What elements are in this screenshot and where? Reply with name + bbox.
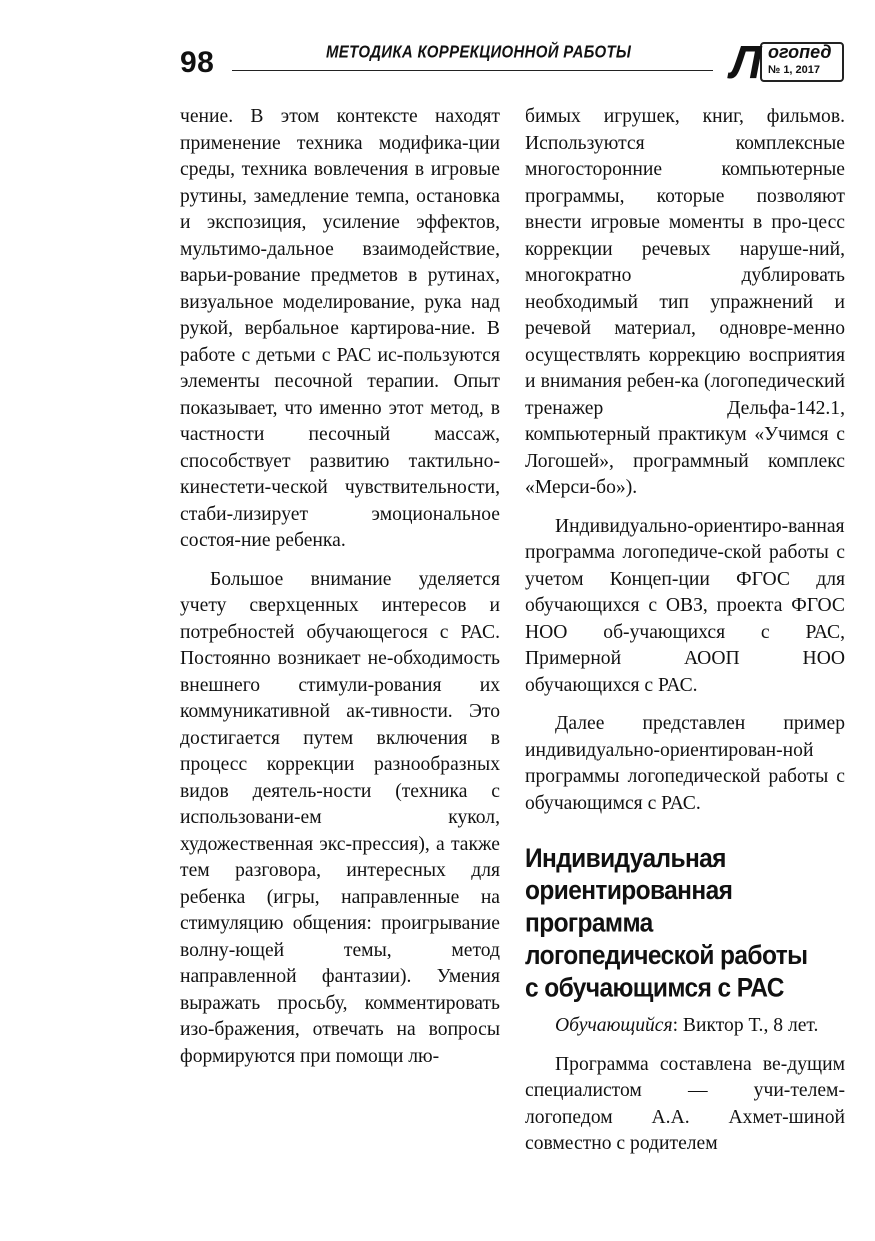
student-label: Обучающийся (555, 1015, 673, 1036)
student-value: : Виктор Т., 8 лет. (672, 1015, 819, 1036)
page-header (0, 0, 875, 100)
left-paragraph-1: чение. В этом контексте находят применение техника модифика-ции среды, техника вовлечения в игровые рутины, замедление темпа, остановка и экспозиция, усиление эффектов, мультимо-дальное взаимодействие, варьи-рование предметов в рутинах, визуальное моделирование, рука над рукой, вербальное картирова-ние. В работе с детьми с РАС ис-пользуются элементы песочной терапии. Опыт показывает, что именно этот метод, в частности песочный массаж, способствует развитию тактильно-кинестети-ческой чувствительности, стаби-лизирует эмоциональное состоя-ние ребенка. (180, 106, 500, 551)
right-paragraph-2: Индивидуально-ориентиро-ванная программа логопедиче-ской работы с учетом Концеп-ции ФГОС для обучающихся с ОВЗ, проекта ФГОС НОО об-учающихся с РАС, Примерной АООП НОО обучающихся с РАС. (525, 515, 845, 696)
heading-line-1: Индивидуальная (525, 844, 726, 874)
student-info (525, 1013, 845, 1040)
right-paragraph-3: Далее представлен пример индивидуально-ориентирован-ной программы логопедической работы с обучающимся с РАС. (525, 713, 845, 814)
heading-line-2: ориентированная программа (525, 876, 733, 939)
section-title: МЕТОДИКА КОРРЕКЦИОННОЙ РАБОТЫ (318, 43, 639, 63)
header-rule (232, 70, 713, 71)
journal-logo (730, 36, 846, 88)
logo-letter: Л (730, 36, 762, 88)
logo-name: огопед (768, 42, 832, 62)
heading-line-3: логопедической работы (525, 941, 808, 971)
right-paragraph-1: бимых игрушек, книг, фильмов. Используются комплексные многосторонние компьютерные программы, которые позволяют внести игровые моменты в про-цесс коррекции речевых наруше-ний, многократно дублировать необходимый тип упражнений и речевой материал, одновре-менно осуществлять коррекцию восприятия и внимания ребен-ка (логопедический тренажер Дельфа-142.1, компьютерный практикум «Учимся с Логошей», программный комплекс «Мерси-бо»). (525, 106, 845, 498)
section-heading (525, 843, 845, 1005)
page-number: 98 (180, 46, 215, 79)
left-paragraph-2: Большое внимание уделяется учету сверхценных интересов и потребностей обучающегося с РАС. Постоянно возникает не-обходимость внешнего стимули-рования их коммуникативной ак-тивности. Это достигается путем включения в процесс коррекции разнообразных видов деятель-ности (техника с использовани-ем кукол, художественная экс-прессия), а также тем разговора, интересных для ребенка (игры, направленные на стимуляцию общения: проигрывание волну-ющей темы, метод направленной фантазии). Умения выражать просьбу, комментировать изо-бражения, отвечать на вопросы формируются при помощи лю- (180, 568, 500, 1067)
logo-issue: № 1, 2017 (768, 64, 821, 76)
heading-line-4: с обучающимся с РАС (525, 973, 784, 1003)
right-paragraph-5: Программа составлена ве-дущим специалистом — учи-телем-логопедом А.А. Ахмет-шиной совместно с родителем (525, 1053, 845, 1154)
right-column (525, 104, 845, 1158)
left-column (180, 104, 500, 1070)
